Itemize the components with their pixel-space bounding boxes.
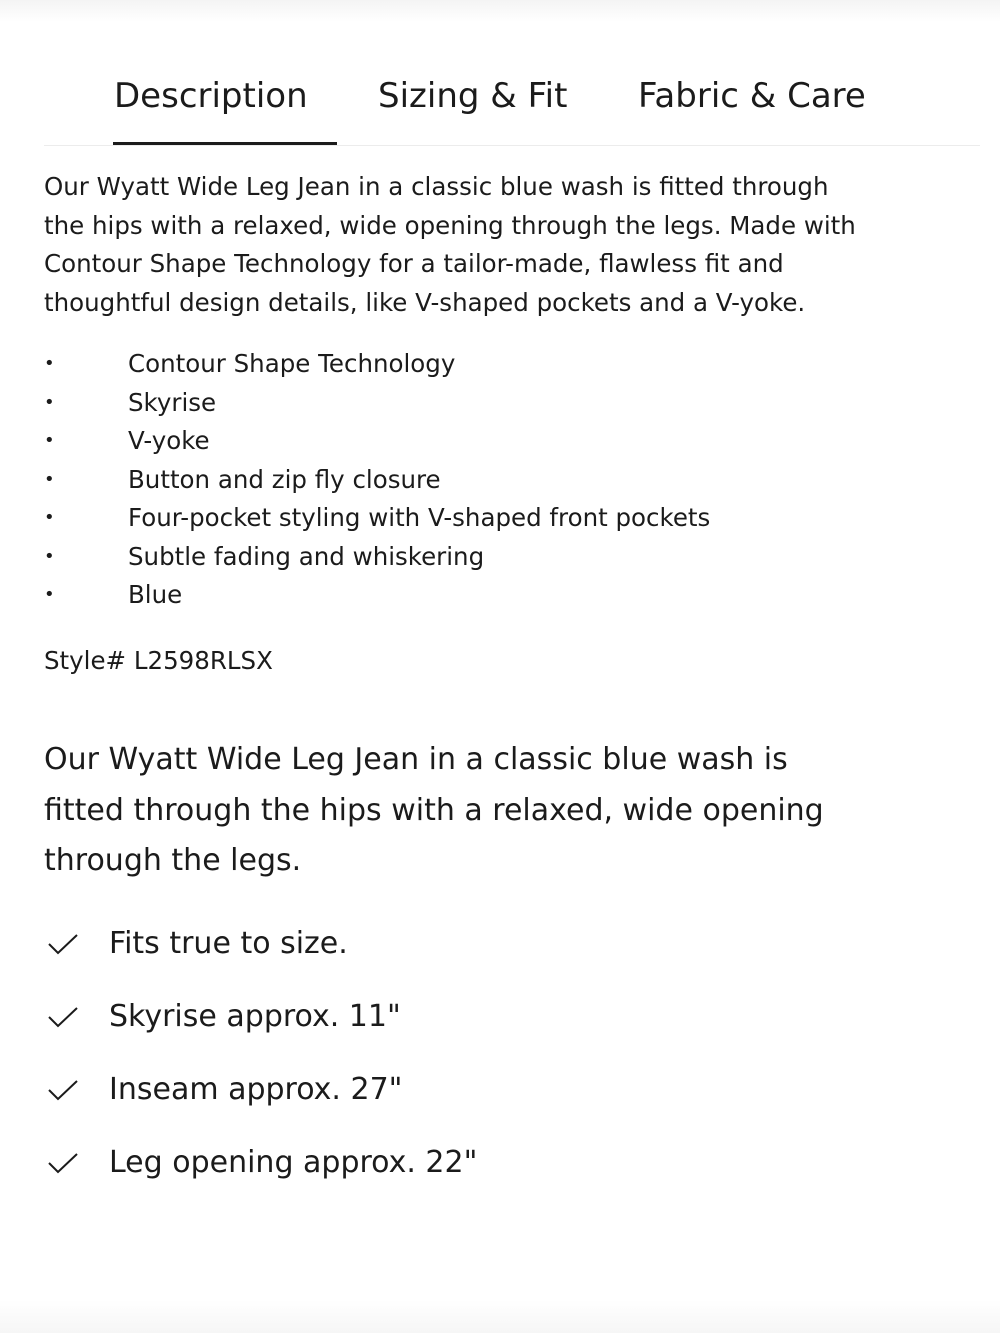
list-item <box>44 538 944 577</box>
style-number: Style# L2598RLSX <box>44 646 273 675</box>
bottom-edge-shadow <box>0 1300 1000 1333</box>
feature-text: Button and zip fly closure <box>128 464 441 494</box>
feature-text: Blue <box>128 580 183 609</box>
bullet-icon: • <box>44 507 55 528</box>
tab-fabric-care[interactable]: Fabric & Care <box>638 76 866 116</box>
bullet-icon: • <box>44 545 55 567</box>
bullet-icon: • <box>44 430 55 451</box>
fit-detail-text: Skyrise approx. 11" <box>109 999 401 1034</box>
top-edge-shadow <box>0 0 1000 22</box>
list-item <box>44 499 944 538</box>
list-item <box>44 1064 944 1137</box>
list-item <box>44 918 944 991</box>
list-item <box>44 384 944 423</box>
bullet-icon: • <box>44 468 55 490</box>
list-item <box>44 1137 944 1210</box>
bullet-icon: • <box>44 391 55 413</box>
tab-sizing-fit[interactable]: Sizing & Fit <box>378 76 568 116</box>
fit-details-list <box>44 918 944 1210</box>
feature-text: Skyrise <box>128 387 217 417</box>
list-item <box>44 461 944 500</box>
checkmark-icon <box>47 1005 79 1029</box>
tabs-divider <box>44 145 980 146</box>
bullet-icon: • <box>44 353 55 374</box>
list-item <box>44 991 944 1064</box>
list-item <box>44 576 944 615</box>
feature-text: Subtle fading and whiskering <box>128 541 485 571</box>
fit-paragraph: Our Wyatt Wide Leg Jean in a classic blue wash is fitted through the hips with a relaxed, wide opening through the legs. <box>44 742 824 878</box>
feature-list <box>44 345 944 615</box>
feature-text: Four-pocket styling with V-shaped front pockets <box>128 503 711 532</box>
checkmark-icon <box>47 1078 79 1102</box>
fit-detail-text: Leg opening approx. 22" <box>109 1145 478 1180</box>
tab-description[interactable]: Description <box>114 76 308 116</box>
fit-detail-text: Fits true to size. <box>109 926 348 961</box>
checkmark-icon <box>47 1151 79 1175</box>
product-info-tabs <box>0 66 1000 126</box>
feature-text: Contour Shape Technology <box>128 349 456 378</box>
list-item <box>44 345 944 384</box>
checkmark-icon <box>47 932 79 956</box>
description-paragraph: Our Wyatt Wide Leg Jean in a classic blue wash is fitted through the hips with a relaxed, wide opening through the legs. Made with Contour Shape Technology for a tailor-made, flawless fit and thoughtful design details, like V-shaped pockets and a V-yoke. <box>44 172 856 317</box>
feature-text: V-yoke <box>128 426 210 455</box>
bullet-icon: • <box>44 584 55 605</box>
fit-detail-text: Inseam approx. 27" <box>109 1072 403 1107</box>
list-item <box>44 422 944 461</box>
